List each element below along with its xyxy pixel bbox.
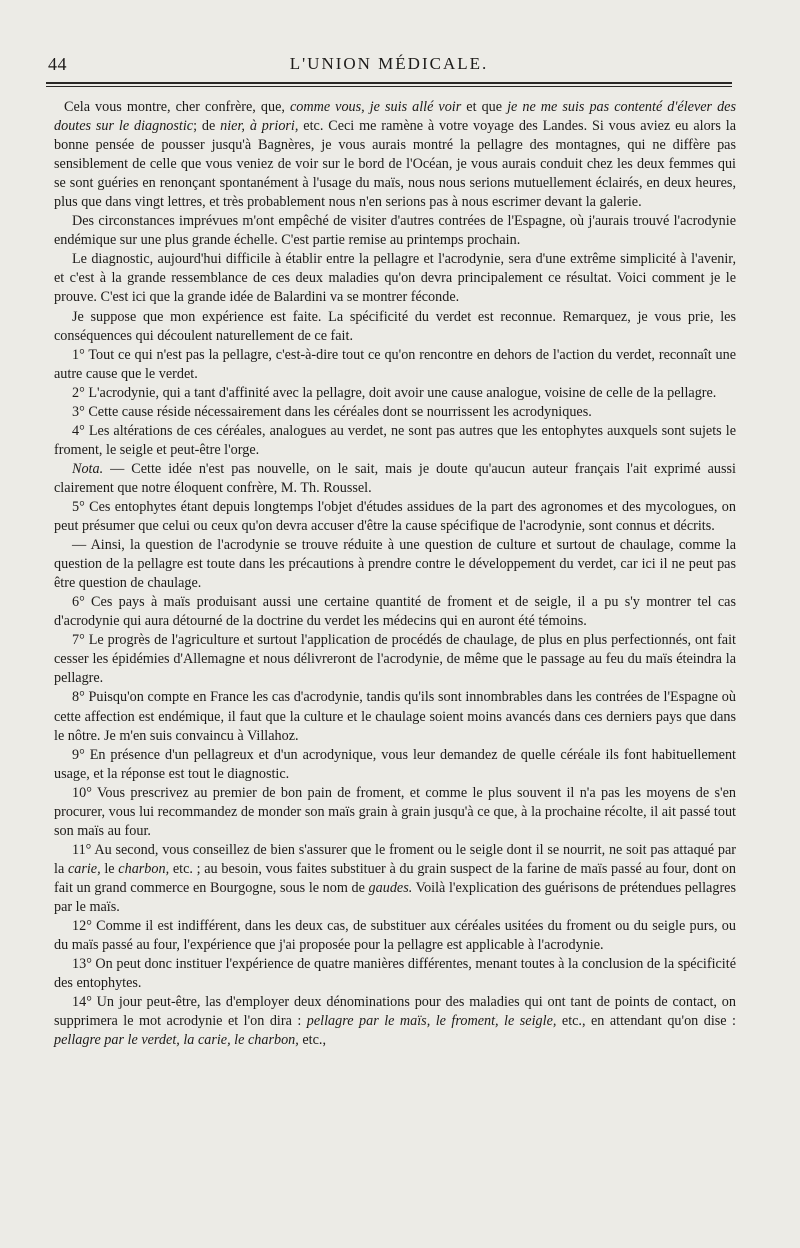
paragraph [54,917,736,955]
text-run: — Ainsi, la question de l'acrodynie se trouve réduite à une question de culture et surtout de chaulage, comme la question de la pellagre est toute dans les précautions à prendre contre le développement du verdet, car ici il ne peut pas être question de chaulage. [54,537,736,592]
text-run: — Cette idée n'est pas nouvelle, on le sait, mais je doute qu'aucun auteur français l'ait exprimé aussi clairement que notre éloquent confrère, M. Th. Roussel. [54,460,736,496]
running-title: L'UNION MÉDICALE. [289,54,489,73]
text-run: 11° Au second, vous conseillez de bien s'assurer que le froment ou le seigle dont il se nourrit, ne soit pas attaqué par la [54,841,736,877]
paragraph [54,593,736,631]
paragraph [54,993,736,1050]
italic-text: carie, [67,860,101,877]
text-run: 5° Ces entophytes étant depuis longtemps l'objet d'études assidues de la part des agronomes et des mycologues, on peut présumer que celui ou ceux qu'on devra accuser d'être la cause spécifique de l'acrodynie, sont connus et décrits. [54,498,736,535]
text-run: 7° Le progrès de l'agriculture et surtout l'application de procédés de chaulage, de plus en plus perfectionnés, ont fait cesser les épidémies d'Allemagne et nous délivreront de l'acrodynie, de même que le passage au feu du maïs éteindra la pellagre. [54,632,736,687]
text-run: Des circonstances imprévues m'ont empêché de visiter d'autres contrées de l'Espagne, où j'aurais trouvé l'acrodynie endémique sur une plus grande échelle. C'est partie remise au printemps prochain. [54,213,736,249]
italic-text: charbon, [118,860,170,877]
italic-text: pellagre par le verdet, la carie, le charbon, [54,1032,299,1049]
text-run: 6° Ces pays à maïs produisant aussi une certaine quantité de froment et de seigle, il a pu s'y montrer tel cas d'acrodynie qui aura détourné de la doctrine du verdet les médecins qui en auront été témoins. [54,594,736,630]
text-run: Le diagnostic, aujourd'hui difficile à établir entre la pellagre et l'acrodynie, sera d'une extrême simplicité à l'avenir, et c'est à la grande ressemblance de ces deux maladies qu'on devra principalement ce résultat. Voici comment je le prouve. C'est ici que la grande idée de Balardini va se montrer féconde. [54,251,736,306]
italic-text: Nota. [72,460,104,477]
page-header [48,54,730,78]
paragraph [54,955,736,993]
paragraph [54,422,736,460]
paragraph [54,536,736,593]
text-run: 2° L'acrodynie, qui a tant d'affinité avec la pellagre, doit avoir une cause analogue, voisine de celle de la pellagre. [72,384,717,401]
text-run: etc., en attendant qu'on dise : [556,1013,737,1030]
text-run: 4° Les altérations de ces céréales, analogues au verdet, ne sont pas autres que les entophytes auxquels sont sujets le froment, le seigle et peut-être l'orge. [54,422,736,458]
paragraph [54,98,736,212]
text-run: Cela vous montre, cher confrère, que, [64,99,290,115]
text-run: 1° Tout ce qui n'est pas la pellagre, c'est-à-dire tout ce qu'on rencontre en dehors de l'action du verdet, reconnaît une autre cause que le verdet. [54,346,736,382]
italic-text: nier, à priori, [220,118,299,135]
text-run: 3° Cette cause réside nécessairement dans les céréales dont se nourrissent les acrodyniques. [72,403,592,420]
text-run: etc., [298,1032,326,1049]
text-run: ; de [193,118,221,135]
paragraph [54,346,736,384]
article-body [54,98,736,1050]
paragraph [54,498,736,536]
text-run: le [100,860,119,877]
text-run: 13° On peut donc instituer l'expérience de quatre manières différentes, menant toutes à la conclusion de la spécificité des entophytes. [54,956,736,992]
italic-text: je ne me suis pas contenté d'élever des doutes sur le diagnostic [54,99,736,135]
text-run: Voilà l'explication des guérisons de prétendues pellagres par le maïs. [54,879,736,915]
text-run: et que [461,99,508,115]
paragraph [54,308,736,346]
italic-text: gaudes. [368,879,413,896]
italic-text: comme vous, je suis allé voir [289,99,462,115]
header-rule-thin [46,86,732,87]
paragraph [54,212,736,250]
paragraph [54,403,736,422]
paragraph [54,631,736,688]
paragraph [54,746,736,784]
paragraph [54,784,736,841]
paragraph [54,250,736,307]
text-run: 12° Comme il est indifférent, dans les deux cas, de substituer aux céréales usitées du froment ou du seigle purs, ou du maïs passé au four, l'expérience que j'ai proposée pour la pellagre est applicable à l'acrodynie. [54,918,736,954]
header-rule [46,82,732,84]
text-run: 10° Vous prescrivez au premier de bon pain de froment, et comme le plus souvent il n'a pas les moyens de s'en procurer, vous lui recommandez de monder son maïs grain à grain jusqu'à ce que, à la prochaine récolte, il ait passé tout son maïs au four. [54,784,736,839]
text-run: etc. ; au besoin, vous faites substituer à du grain suspect de la farine de maïs passé au four, dont on fait un grand commerce en Bourgogne, sous le nom de [54,860,736,896]
paragraph [54,384,736,403]
text-run: 9° En présence d'un pellagreux et d'un acrodynique, vous leur demandez de quelle céréale ils font habituellement usage, et la réponse est tout le diagnostic. [54,746,736,782]
text-run: 8° Puisqu'on compte en France les cas d'acrodynie, tandis qu'ils sont innombrables dans les contrées de l'Espagne où cette affection est endémique, il faut que la culture et le chaulage soient moins avancés dans ces derniers pays que dans le nôtre. Je m'en suis convaincu à Villahoz. [54,689,736,744]
italic-text: pellagre par le maïs, le froment, le seigle, [306,1013,557,1030]
page-number: 44 [48,54,67,74]
paragraph [54,688,736,745]
text-run: Je suppose que mon expérience est faite. La spécificité du verdet est reconnue. Remarquez, je vous prie, les conséquences qui découlent naturellement de ce fait. [54,308,736,344]
paragraph [54,460,736,498]
text-run: 14° Un jour peut-être, las d'employer deux dénominations pour des maladies qui ont tant de points de contact, on supprimera le mot acrodynie et l'on dira : [54,994,736,1030]
text-run: etc. Ceci me ramène à votre voyage des Landes. Si vous aviez eu alors la bonne pensée de pousser jusqu'à Bagnères, je vous aurais montré la pellagre des montagnes, qui ne diffère pas sensiblement de celle que vous veniez de voir sur le bord de l'Océan, je vous aurais conduit chez les deux femmes qui se sont guéries en renonçant spontanément à l'usage du maïs, nous nous serions mutuellement éclairés, en deux heures, plus que dans vingt lettres, et très probablement nous n'en serions pas à nous escrimer devant la galerie. [54,118,736,211]
paragraph [54,841,736,917]
